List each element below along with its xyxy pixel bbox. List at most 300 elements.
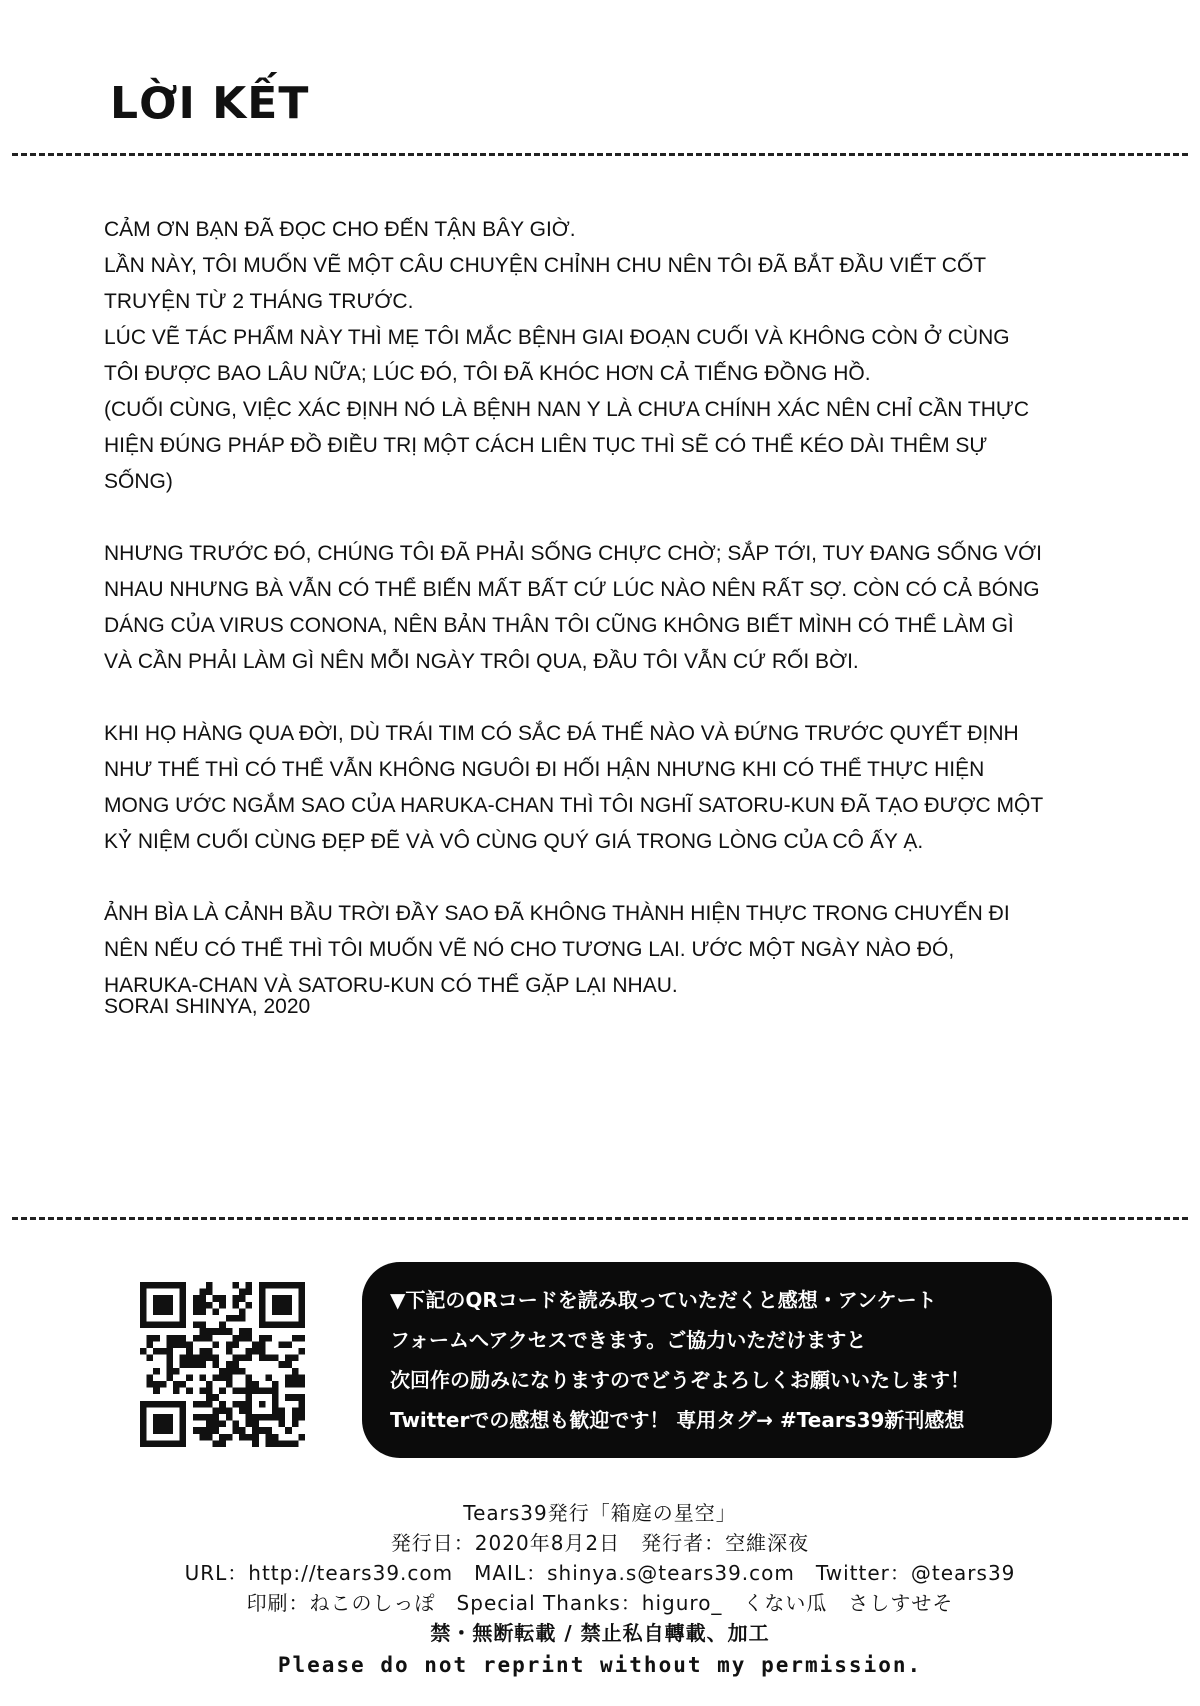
- qr-module: [213, 1361, 220, 1368]
- colophon-credits: 印刷：ねこのしっぽ Special Thanks：higuro_ くない瓜 さしすせそ: [246, 1591, 954, 1615]
- qr-module: [147, 1440, 154, 1447]
- qr-module: [147, 1355, 154, 1362]
- qr-module: [239, 1427, 246, 1434]
- qr-module: [193, 1355, 200, 1362]
- qr-module: [166, 1282, 173, 1289]
- qr-module: [219, 1421, 226, 1428]
- qr-module: [246, 1289, 253, 1296]
- qr-module: [292, 1414, 299, 1421]
- qr-module: [246, 1434, 253, 1441]
- qr-module: [272, 1381, 279, 1388]
- qr-module: [239, 1308, 246, 1315]
- qr-module: [206, 1282, 213, 1289]
- colophon-date-publisher: 発行日：2020年8月2日 発行者：空維深夜: [390, 1531, 810, 1555]
- qr-module: [180, 1414, 187, 1421]
- qr-module: [239, 1328, 246, 1335]
- qr-module: [219, 1302, 226, 1309]
- notice-line: 次回作の励みになりますのでどうぞよろしくお願いいたします！: [390, 1368, 970, 1392]
- qr-module: [199, 1434, 206, 1441]
- qr-module: [298, 1374, 305, 1381]
- qr-module: [147, 1381, 154, 1388]
- qr-module: [279, 1295, 286, 1302]
- qr-module: [219, 1434, 226, 1441]
- qr-module: [298, 1322, 305, 1329]
- paragraph: CẢM ƠN BẠN ĐÃ ĐỌC CHO ĐẾN TẬN BÂY GIỜ.: [104, 218, 576, 241]
- qr-module: [219, 1401, 226, 1408]
- qr-module: [239, 1434, 246, 1441]
- qr-module: [180, 1407, 187, 1414]
- qr-module: [246, 1381, 253, 1388]
- paragraph: NHƯNG TRƯỚC ĐÓ, CHÚNG TÔI ĐÃ PHẢI SỐNG CHỰC CHỜ; SẮP TỚI, TUY ĐANG SỐNG VỚI NHAU NHƯNG BÀ VẪN CÓ THỂ BIẾN MẤT BẤT CỨ LÚC NÀO NÊN RẤT SỢ. CÒN CÓ CẢ BÓNG DÁNG CỦA VIRUS CONONA, NÊN BẢN THÂN TÔI CŨNG KHÔNG BIẾT MÌNH CÓ THỂ LÀM GÌ VÀ CẦN PHẢI LÀM GÌ NÊN MỖI NGÀY TRÔI QUA, ĐẦU TÔI VẪN CỨ RỐI BỜI.: [104, 542, 1042, 673]
- qr-module: [193, 1361, 200, 1368]
- qr-module: [173, 1381, 180, 1388]
- qr-module: [173, 1368, 180, 1375]
- qr-module: [279, 1440, 286, 1447]
- qr-module: [166, 1374, 173, 1381]
- qr-module: [219, 1374, 226, 1381]
- notice-line: フォームへアクセスできます。ご協力いただけますと: [390, 1328, 867, 1352]
- qr-module: [285, 1308, 292, 1315]
- qr-module: [285, 1355, 292, 1362]
- qr-module: [166, 1361, 173, 1368]
- qr-module: [147, 1374, 154, 1381]
- qr-module: [232, 1341, 239, 1348]
- qr-module: [226, 1315, 233, 1322]
- qr-module: [166, 1302, 173, 1309]
- qr-module: [292, 1407, 299, 1414]
- qr-module: [193, 1302, 200, 1309]
- qr-module: [140, 1302, 147, 1309]
- qr-module: [298, 1302, 305, 1309]
- qr-module: [285, 1282, 292, 1289]
- qr-module: [265, 1440, 272, 1447]
- qr-module: [206, 1335, 213, 1342]
- qr-module: [153, 1381, 160, 1388]
- qr-module: [140, 1421, 147, 1428]
- qr-module: [140, 1440, 147, 1447]
- qr-module: [259, 1308, 266, 1315]
- qr-module: [259, 1388, 266, 1395]
- qr-module: [272, 1407, 279, 1414]
- qr-module: [186, 1374, 193, 1381]
- qr-module: [239, 1335, 246, 1342]
- qr-module: [252, 1421, 259, 1428]
- qr-module: [140, 1308, 147, 1315]
- qr-module: [206, 1348, 213, 1355]
- qr-module: [160, 1440, 167, 1447]
- qr-module: [265, 1414, 272, 1421]
- colophon-no-reprint-jp: 禁・無断転載 / 禁止私自轉載、加工: [430, 1621, 770, 1645]
- qr-module: [153, 1368, 160, 1375]
- qr-module: [279, 1308, 286, 1315]
- qr-module: [226, 1434, 233, 1441]
- qr-module: [206, 1434, 213, 1441]
- qr-module: [298, 1289, 305, 1296]
- qr-module: [285, 1381, 292, 1388]
- qr-module: [213, 1440, 220, 1447]
- notice-line: Twitterでの感想も歓迎です！ 専用タグ→ #Tears39新刊感想: [390, 1408, 965, 1432]
- qr-module: [285, 1361, 292, 1368]
- qr-module: [239, 1388, 246, 1395]
- qr-module: [239, 1401, 246, 1408]
- qr-module: [239, 1315, 246, 1322]
- qr-module: [298, 1308, 305, 1315]
- qr-module: [193, 1295, 200, 1302]
- qr-module: [252, 1381, 259, 1388]
- qr-module: [199, 1427, 206, 1434]
- qr-module: [246, 1328, 253, 1335]
- qr-module: [259, 1401, 266, 1408]
- qr-module: [140, 1322, 147, 1329]
- qr-module: [160, 1308, 167, 1315]
- qr-module: [153, 1322, 160, 1329]
- qr-module: [292, 1355, 299, 1362]
- qr-module: [173, 1341, 180, 1348]
- qr-module: [180, 1295, 187, 1302]
- qr-module: [226, 1414, 233, 1421]
- qr-module: [160, 1302, 167, 1309]
- qr-module: [213, 1328, 220, 1335]
- qr-module: [219, 1322, 226, 1329]
- colophon-no-reprint-en: Please do not reprint without my permission.: [277, 1653, 923, 1677]
- qr-module: [298, 1315, 305, 1322]
- qr-module: [232, 1355, 239, 1362]
- qr-module: [298, 1282, 305, 1289]
- qr-module: [265, 1388, 272, 1395]
- qr-module: [226, 1381, 233, 1388]
- qr-module: [279, 1414, 286, 1421]
- qr-module: [272, 1322, 279, 1329]
- qr-module: [239, 1368, 246, 1375]
- qr-module: [199, 1308, 206, 1315]
- qr-module: [140, 1434, 147, 1441]
- qr-module: [246, 1374, 253, 1381]
- qr-module: [199, 1302, 206, 1309]
- qr-module: [246, 1388, 253, 1395]
- qr-module: [206, 1421, 213, 1428]
- qr-module: [272, 1394, 279, 1401]
- qr-module: [140, 1348, 147, 1355]
- qr-module: [232, 1335, 239, 1342]
- qr-module: [298, 1394, 305, 1401]
- qr-module: [265, 1322, 272, 1329]
- qr-module: [259, 1302, 266, 1309]
- qr-module: [272, 1440, 279, 1447]
- qr-module: [292, 1381, 299, 1388]
- qr-module: [298, 1414, 305, 1421]
- qr-module: [259, 1414, 266, 1421]
- qr-module: [206, 1414, 213, 1421]
- qr-module: [153, 1348, 160, 1355]
- qr-module: [232, 1388, 239, 1395]
- qr-module: [259, 1427, 266, 1434]
- qr-module: [226, 1407, 233, 1414]
- qr-module: [173, 1388, 180, 1395]
- qr-module: [193, 1414, 200, 1421]
- qr-module: [265, 1374, 272, 1381]
- qr-module: [292, 1282, 299, 1289]
- qr-module: [199, 1374, 206, 1381]
- qr-module: [285, 1374, 292, 1381]
- qr-module: [180, 1341, 187, 1348]
- qr-code-icon[interactable]: [140, 1282, 305, 1447]
- qr-module: [206, 1394, 213, 1401]
- qr-module: [166, 1427, 173, 1434]
- qr-module: [147, 1401, 154, 1408]
- qr-module: [199, 1328, 206, 1335]
- qr-module: [219, 1388, 226, 1395]
- qr-module: [219, 1407, 226, 1414]
- qr-module: [213, 1421, 220, 1428]
- qr-module: [272, 1414, 279, 1421]
- qr-module: [173, 1440, 180, 1447]
- top-divider: [12, 153, 1188, 156]
- qr-module: [246, 1282, 253, 1289]
- qr-module: [166, 1295, 173, 1302]
- qr-module: [206, 1388, 213, 1395]
- qr-module: [180, 1335, 187, 1342]
- qr-module: [219, 1328, 226, 1335]
- qr-module: [246, 1394, 253, 1401]
- qr-module: [259, 1348, 266, 1355]
- qr-module: [272, 1308, 279, 1315]
- qr-module: [285, 1440, 292, 1447]
- qr-module: [232, 1427, 239, 1434]
- qr-module: [193, 1335, 200, 1342]
- qr-module: [153, 1427, 160, 1434]
- qr-module: [279, 1341, 286, 1348]
- qr-module: [298, 1401, 305, 1408]
- qr-module: [180, 1282, 187, 1289]
- colophon: [0, 1498, 1200, 1680]
- qr-module: [272, 1295, 279, 1302]
- qr-module: [246, 1401, 253, 1408]
- qr-module: [232, 1401, 239, 1408]
- paragraph: LÚC VẼ TÁC PHẨM NÀY THÌ MẸ TÔI MẮC BỆNH GIAI ĐOẠN CUỐI VÀ KHÔNG CÒN Ở CÙNG TÔI ĐƯỢC BAO LÂU NỮA; LÚC ĐÓ, TÔI ĐÃ KHÓC HƠN CẢ TIẾNG ĐỒNG HỒ.: [104, 326, 1010, 385]
- qr-module: [166, 1322, 173, 1329]
- qr-module: [226, 1348, 233, 1355]
- qr-module: [153, 1401, 160, 1408]
- qr-module: [147, 1322, 154, 1329]
- qr-module: [272, 1434, 279, 1441]
- qr-module: [259, 1315, 266, 1322]
- qr-module: [199, 1414, 206, 1421]
- qr-module: [279, 1361, 286, 1368]
- qr-module: [153, 1308, 160, 1315]
- qr-module: [140, 1401, 147, 1408]
- paragraph: LẦN NÀY, TÔI MUỐN VẼ MỘT CÂU CHUYỆN CHỈNH CHU NÊN TÔI ĐÃ BẮT ĐẦU VIẾT CỐT TRUYỆN TỪ 2 THÁNG TRƯỚC.: [104, 254, 986, 313]
- qr-module: [147, 1335, 154, 1342]
- qr-module: [232, 1295, 239, 1302]
- qr-module: [279, 1282, 286, 1289]
- qr-module: [226, 1374, 233, 1381]
- qr-module: [213, 1407, 220, 1414]
- qr-module: [166, 1355, 173, 1362]
- qr-module: [153, 1414, 160, 1421]
- qr-module: [199, 1335, 206, 1342]
- qr-module: [206, 1289, 213, 1296]
- qr-module: [213, 1374, 220, 1381]
- qr-module: [166, 1335, 173, 1342]
- qr-module: [239, 1407, 246, 1414]
- qr-module: [252, 1427, 259, 1434]
- qr-module: [285, 1302, 292, 1309]
- qr-module: [298, 1381, 305, 1388]
- qr-module: [206, 1401, 213, 1408]
- qr-module: [153, 1388, 160, 1395]
- qr-module: [199, 1401, 206, 1408]
- qr-module: [193, 1401, 200, 1408]
- qr-module: [232, 1302, 239, 1309]
- page-title: LỜI KẾT: [110, 78, 310, 129]
- qr-module: [259, 1289, 266, 1296]
- qr-module: [140, 1414, 147, 1421]
- notice-line: ▼下記のQRコードを読み取っていただくと感想・アンケート: [390, 1288, 937, 1312]
- qr-module: [213, 1308, 220, 1315]
- qr-module: [160, 1421, 167, 1428]
- qr-module: [180, 1302, 187, 1309]
- qr-module: [186, 1348, 193, 1355]
- qr-module: [265, 1355, 272, 1362]
- qr-module: [199, 1361, 206, 1368]
- qr-module: [285, 1322, 292, 1329]
- qr-module: [153, 1295, 160, 1302]
- qr-module: [259, 1341, 266, 1348]
- paragraph: KHI HỌ HÀNG QUA ĐỜI, DÙ TRÁI TIM CÓ SẮC ĐÁ THẾ NÀO VÀ ĐỨNG TRƯỚC QUYẾT ĐỊNH NHƯ THẾ THÌ CÓ THỂ VẪN KHÔNG NGUÔI ĐI HỐI HẬN NHƯNG KHI CÓ THỂ THỰC HIỆN MONG ƯỚC NGẮM SAO CỦA HARUKA-CHAN THÌ TÔI NGHĨ SATORU-KUN ĐÃ TẠO ĐƯỢC MỘT KỶ NIỆM CUỐI CÙNG ĐẸP ĐẼ VÀ VÔ CÙNG QUÝ GIÁ TRONG LÒNG CỦA CÔ ẤY Ạ.: [104, 722, 1043, 853]
- qr-module: [193, 1308, 200, 1315]
- qr-module: [285, 1341, 292, 1348]
- qr-module: [232, 1282, 239, 1289]
- qr-module: [279, 1421, 286, 1428]
- qr-module: [213, 1295, 220, 1302]
- qr-module: [160, 1414, 167, 1421]
- qr-module: [180, 1421, 187, 1428]
- qr-module: [259, 1295, 266, 1302]
- qr-module: [298, 1335, 305, 1342]
- qr-module: [180, 1434, 187, 1441]
- qr-module: [140, 1282, 147, 1289]
- qr-module: [173, 1322, 180, 1329]
- qr-module: [272, 1401, 279, 1408]
- qr-module: [180, 1289, 187, 1296]
- qr-module: [265, 1427, 272, 1434]
- qr-module: [292, 1322, 299, 1329]
- qr-module: [153, 1302, 160, 1309]
- qr-module: [298, 1434, 305, 1441]
- qr-module: [246, 1302, 253, 1309]
- qr-module: [160, 1401, 167, 1408]
- qr-module: [180, 1315, 187, 1322]
- qr-module: [153, 1421, 160, 1428]
- qr-module: [232, 1361, 239, 1368]
- qr-module: [147, 1282, 154, 1289]
- qr-module: [199, 1295, 206, 1302]
- qr-module: [206, 1381, 213, 1388]
- qr-module: [265, 1434, 272, 1441]
- qr-module: [186, 1361, 193, 1368]
- qr-module: [160, 1295, 167, 1302]
- qr-module: [199, 1348, 206, 1355]
- qr-module: [147, 1341, 154, 1348]
- survey-notice: [362, 1262, 1052, 1458]
- qr-module: [292, 1421, 299, 1428]
- qr-module: [272, 1282, 279, 1289]
- qr-module: [246, 1421, 253, 1428]
- qr-module: [140, 1289, 147, 1296]
- qr-module: [292, 1374, 299, 1381]
- qr-module: [180, 1381, 187, 1388]
- qr-module: [166, 1414, 173, 1421]
- qr-module: [213, 1414, 220, 1421]
- qr-module: [199, 1355, 206, 1362]
- qr-module: [246, 1414, 253, 1421]
- qr-module: [153, 1440, 160, 1447]
- qr-module: [166, 1421, 173, 1428]
- qr-module: [186, 1388, 193, 1395]
- qr-module: [279, 1322, 286, 1329]
- qr-module: [265, 1282, 272, 1289]
- qr-module: [272, 1355, 279, 1362]
- qr-module: [292, 1368, 299, 1375]
- signature: SORAI SHINYA, 2020: [104, 995, 311, 1018]
- qr-module: [226, 1368, 233, 1375]
- qr-module: [265, 1335, 272, 1342]
- qr-module: [180, 1401, 187, 1408]
- paragraph: (CUỐI CÙNG, VIỆC XÁC ĐỊNH NÓ LÀ BỆNH NAN Y LÀ CHƯA CHÍNH XÁC NÊN CHỈ CẦN THỰC HIỆN ĐÚNG PHÁP ĐỒ ĐIỀU TRỊ MỘT CÁCH LIÊN TỤC THÌ SẼ CÓ THỂ KÉO DÀI THÊM SỰ SỐNG): [104, 398, 1030, 493]
- qr-module: [252, 1414, 259, 1421]
- qr-module: [252, 1434, 259, 1441]
- qr-module: [160, 1348, 167, 1355]
- qr-module: [199, 1388, 206, 1395]
- qr-module: [206, 1355, 213, 1362]
- qr-module: [166, 1368, 173, 1375]
- colophon-publication: Tears39発行「箱庭の星空」: [463, 1501, 737, 1525]
- qr-module: [160, 1381, 167, 1388]
- qr-module: [206, 1427, 213, 1434]
- qr-module: [246, 1348, 253, 1355]
- qr-module: [252, 1440, 259, 1447]
- qr-module: [213, 1341, 220, 1348]
- qr-module: [272, 1388, 279, 1395]
- qr-module: [219, 1368, 226, 1375]
- qr-module: [180, 1355, 187, 1362]
- qr-module: [166, 1341, 173, 1348]
- qr-module: [239, 1295, 246, 1302]
- qr-module: [173, 1282, 180, 1289]
- qr-module: [298, 1407, 305, 1414]
- qr-module: [140, 1315, 147, 1322]
- qr-module: [180, 1427, 187, 1434]
- qr-module: [292, 1394, 299, 1401]
- qr-module: [153, 1335, 160, 1342]
- qr-module: [252, 1388, 259, 1395]
- qr-module: [292, 1440, 299, 1447]
- qr-module: [279, 1407, 286, 1414]
- qr-module: [259, 1355, 266, 1362]
- qr-module: [285, 1295, 292, 1302]
- qr-module: [206, 1302, 213, 1309]
- bottom-divider: [12, 1217, 1188, 1220]
- qr-module: [166, 1401, 173, 1408]
- qr-module: [193, 1322, 200, 1329]
- qr-module: [213, 1394, 220, 1401]
- colophon-contacts: URL：http://tears39.com MAIL：shinya.s@tears39.com Twitter：@tears39: [184, 1561, 1016, 1585]
- qr-module: [252, 1348, 259, 1355]
- qr-module: [239, 1355, 246, 1362]
- qr-module: [186, 1341, 193, 1348]
- qr-module: [206, 1328, 213, 1335]
- qr-module: [213, 1355, 220, 1362]
